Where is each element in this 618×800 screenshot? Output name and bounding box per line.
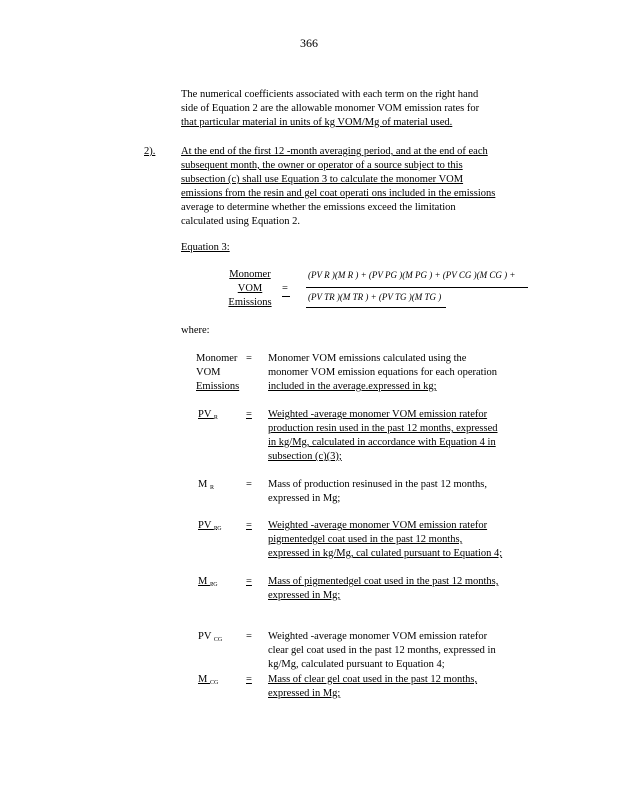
equation-denominator: (PV TR )(M TR ) + (PV TG )(M TG ) (308, 292, 442, 302)
intro-paragraph (181, 88, 523, 130)
definition-text-m-cg: Mass of clear gel coat used in the past 12 months, expressed in Mg; (268, 674, 478, 699)
equation-equals: = (282, 283, 288, 294)
equation-lhs-line-3: Emissions (228, 297, 272, 308)
intro-line-3: that particular material in units of kg VOM/Mg of material used. (181, 117, 453, 128)
item-2-line-5: average to determine whether the emissions exceed the limitation (181, 202, 456, 213)
intro-line-2: side of Equation 2 are the allowable monomer VOM emission rates for (181, 103, 480, 114)
item-2-paragraph (181, 145, 533, 229)
definition-term-m-cg: M $_{CG}$ (198, 674, 219, 686)
definition-text-m-r: Mass of production resinused in the past 12 months, expressed in Mg; (268, 479, 488, 504)
definition-equals: = (246, 479, 252, 490)
definition-term-pv-r: PV $_R$ (198, 409, 218, 421)
denominator-underline (306, 307, 446, 308)
definition-text-pv-cg: Weighted -average monomer VOM emission ratefor clear gel coat used in the past 12 months, expressed in kg/Mg, calculated pursuant to Equation 4; (268, 631, 496, 670)
definition-term-pv-pg: PV $_{PG}$ (198, 520, 222, 532)
equation-equals-underline (282, 296, 290, 297)
definition-equals: = (246, 576, 252, 587)
where-label: where: (181, 325, 210, 336)
definition-text-monomer-vom-emissions: Monomer VOM emissions calculated using the monomer VOM emission equations for each operation included in the average.expressed in kg; (268, 353, 498, 392)
equation-numerator: (PV R )(M R ) + (PV PG )(M PG ) + (PV CG )(M CG ) + (308, 270, 516, 280)
definition-equals: = (246, 409, 252, 420)
equation-lhs (224, 268, 276, 310)
item-2-line-2: subsequent month, the owner or operator of a source subject to this (181, 160, 463, 171)
item-2-line-1: At the end of the first 12 -month averaging period, and at the end of each (181, 146, 488, 157)
item-2-number: 2). (144, 146, 156, 157)
definition-term-m-r: M $_R$ (198, 479, 214, 491)
definition-text-pv-pg: Weighted -average monomer VOM emission ratefor pigmentedgel coat used in the past 12 months, expressed in kg/Mg, cal culated pursuant to Equation 4; (268, 520, 503, 559)
item-2-line-6: calculated using Equation 2. (181, 216, 300, 227)
definition-text-m-pg: Mass of pigmentedgel coat used in the past 12 months, expressed in Mg; (268, 576, 499, 601)
equation-lhs-line-2: VOM (237, 283, 263, 294)
item-2-line-3: subsection (c) shall use Equation 3 to calculate the monomer VOM (181, 174, 464, 185)
definition-term-m-pg: M $_{PG}$ (198, 576, 218, 588)
item-2-line-4: emissions from the resin and gel coat operati ons included in the emissions (181, 188, 496, 199)
equation-lhs-line-1: Monomer (229, 269, 271, 280)
equation-label: Equation 3: (181, 242, 230, 253)
definition-equals: = (246, 631, 252, 642)
definition-equals: = (246, 674, 252, 685)
definition-term-pv-cg: PV $_{CG}$ (198, 631, 223, 643)
definition-term-monomer-vom-emissions: Monomer VOM Emissions (196, 353, 240, 392)
definition-equals: = (246, 520, 252, 531)
intro-line-1: The numerical coefficients associated with each term on the right hand (181, 89, 479, 100)
definition-text-pv-r: Weighted -average monomer VOM emission ratefor production resin used in the past 12 months, expressed in kg/Mg, calculated in accordance with Equation 4 in subsection (c)(3); (268, 409, 498, 462)
page-number: 366 (300, 36, 318, 50)
definition-equals: = (246, 353, 252, 364)
fraction-bar (306, 287, 528, 288)
